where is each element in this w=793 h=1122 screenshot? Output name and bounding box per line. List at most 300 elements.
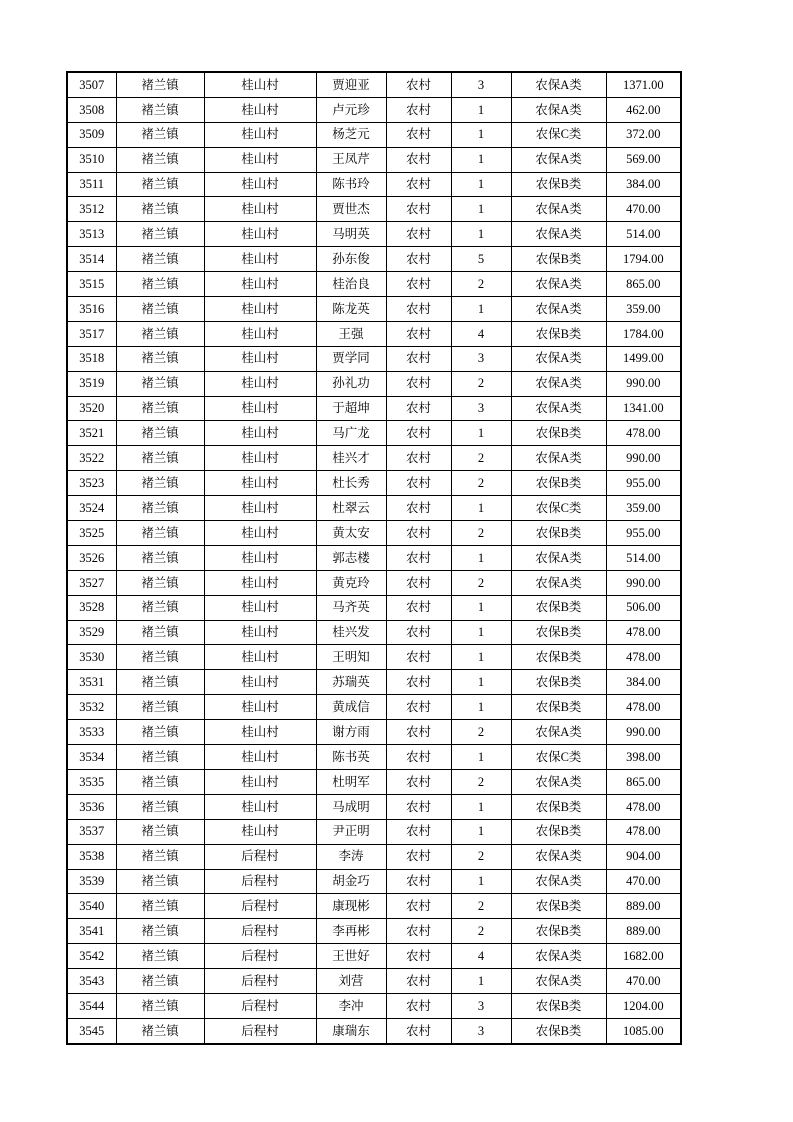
table-row <box>67 819 681 844</box>
cell-name: 马成明 <box>316 794 386 819</box>
table-row <box>67 97 681 122</box>
cell-category: 农保B类 <box>511 172 606 197</box>
cell-amount: 478.00 <box>606 421 681 446</box>
cell-village: 桂山村 <box>204 396 316 421</box>
cell-name: 黄成信 <box>316 695 386 720</box>
cell-name: 郭志楼 <box>316 545 386 570</box>
cell-amount: 955.00 <box>606 471 681 496</box>
cell-amount: 1682.00 <box>606 944 681 969</box>
cell-name: 杨芝元 <box>316 122 386 147</box>
table-row <box>67 521 681 546</box>
cell-name: 于超坤 <box>316 396 386 421</box>
cell-village: 桂山村 <box>204 446 316 471</box>
cell-village: 桂山村 <box>204 297 316 322</box>
cell-name: 康现彬 <box>316 894 386 919</box>
cell-count: 1 <box>451 745 511 770</box>
cell-village: 桂山村 <box>204 545 316 570</box>
cell-count: 2 <box>451 521 511 546</box>
cell-serial: 3540 <box>67 894 116 919</box>
cell-category: 农保C类 <box>511 496 606 521</box>
cell-category: 农保B类 <box>511 247 606 272</box>
cell-residence: 农村 <box>386 794 451 819</box>
cell-village: 桂山村 <box>204 769 316 794</box>
cell-village: 后程村 <box>204 969 316 994</box>
cell-residence: 农村 <box>386 620 451 645</box>
cell-town: 褚兰镇 <box>116 620 204 645</box>
table-row <box>67 272 681 297</box>
cell-count: 4 <box>451 944 511 969</box>
cell-town: 褚兰镇 <box>116 521 204 546</box>
cell-name: 贾迎亚 <box>316 72 386 97</box>
cell-amount: 889.00 <box>606 919 681 944</box>
table-row <box>67 844 681 869</box>
cell-amount: 470.00 <box>606 197 681 222</box>
cell-name: 王强 <box>316 321 386 346</box>
cell-town: 褚兰镇 <box>116 894 204 919</box>
table-row <box>67 222 681 247</box>
cell-residence: 农村 <box>386 122 451 147</box>
cell-town: 褚兰镇 <box>116 496 204 521</box>
cell-town: 褚兰镇 <box>116 396 204 421</box>
cell-residence: 农村 <box>386 97 451 122</box>
cell-village: 桂山村 <box>204 172 316 197</box>
cell-serial: 3530 <box>67 645 116 670</box>
cell-amount: 462.00 <box>606 97 681 122</box>
cell-town: 褚兰镇 <box>116 794 204 819</box>
cell-serial: 3522 <box>67 446 116 471</box>
cell-name: 孙东俊 <box>316 247 386 272</box>
cell-amount: 955.00 <box>606 521 681 546</box>
cell-village: 桂山村 <box>204 670 316 695</box>
cell-name: 杜长秀 <box>316 471 386 496</box>
cell-residence: 农村 <box>386 919 451 944</box>
table-row <box>67 993 681 1018</box>
cell-serial: 3520 <box>67 396 116 421</box>
cell-count: 3 <box>451 346 511 371</box>
cell-amount: 1371.00 <box>606 72 681 97</box>
cell-count: 1 <box>451 97 511 122</box>
cell-amount: 569.00 <box>606 147 681 172</box>
table-row <box>67 321 681 346</box>
table-row <box>67 346 681 371</box>
cell-serial: 3528 <box>67 595 116 620</box>
table-row <box>67 969 681 994</box>
cell-count: 2 <box>451 894 511 919</box>
cell-category: 农保B类 <box>511 993 606 1018</box>
cell-town: 褚兰镇 <box>116 222 204 247</box>
cell-village: 桂山村 <box>204 147 316 172</box>
cell-amount: 990.00 <box>606 570 681 595</box>
cell-serial: 3536 <box>67 794 116 819</box>
cell-count: 3 <box>451 993 511 1018</box>
cell-residence: 农村 <box>386 321 451 346</box>
cell-town: 褚兰镇 <box>116 272 204 297</box>
table-row <box>67 745 681 770</box>
cell-count: 2 <box>451 844 511 869</box>
cell-residence: 农村 <box>386 521 451 546</box>
cell-residence: 农村 <box>386 421 451 446</box>
cell-category: 农保A类 <box>511 72 606 97</box>
cell-town: 褚兰镇 <box>116 371 204 396</box>
cell-count: 1 <box>451 197 511 222</box>
cell-category: 农保A类 <box>511 147 606 172</box>
cell-town: 褚兰镇 <box>116 595 204 620</box>
cell-town: 褚兰镇 <box>116 993 204 1018</box>
cell-category: 农保B类 <box>511 894 606 919</box>
cell-town: 褚兰镇 <box>116 570 204 595</box>
cell-serial: 3527 <box>67 570 116 595</box>
cell-town: 褚兰镇 <box>116 297 204 322</box>
cell-count: 1 <box>451 147 511 172</box>
cell-amount: 398.00 <box>606 745 681 770</box>
cell-town: 褚兰镇 <box>116 819 204 844</box>
cell-amount: 478.00 <box>606 819 681 844</box>
table-row <box>67 595 681 620</box>
cell-count: 1 <box>451 172 511 197</box>
cell-serial: 3517 <box>67 321 116 346</box>
cell-count: 1 <box>451 496 511 521</box>
cell-village: 桂山村 <box>204 471 316 496</box>
table-row <box>67 396 681 421</box>
cell-count: 1 <box>451 645 511 670</box>
cell-name: 马齐英 <box>316 595 386 620</box>
cell-category: 农保B类 <box>511 471 606 496</box>
cell-residence: 农村 <box>386 247 451 272</box>
cell-category: 农保A类 <box>511 222 606 247</box>
cell-name: 贾世杰 <box>316 197 386 222</box>
cell-village: 后程村 <box>204 844 316 869</box>
table-row <box>67 496 681 521</box>
cell-village: 桂山村 <box>204 819 316 844</box>
cell-residence: 农村 <box>386 993 451 1018</box>
cell-residence: 农村 <box>386 496 451 521</box>
cell-amount: 865.00 <box>606 769 681 794</box>
table-row <box>67 570 681 595</box>
cell-name: 李冲 <box>316 993 386 1018</box>
cell-residence: 农村 <box>386 297 451 322</box>
cell-name: 贾学同 <box>316 346 386 371</box>
cell-residence: 农村 <box>386 969 451 994</box>
cell-amount: 478.00 <box>606 620 681 645</box>
cell-serial: 3510 <box>67 147 116 172</box>
cell-village: 后程村 <box>204 1018 316 1043</box>
cell-count: 2 <box>451 919 511 944</box>
cell-town: 褚兰镇 <box>116 720 204 745</box>
cell-category: 农保B类 <box>511 794 606 819</box>
cell-category: 农保A类 <box>511 272 606 297</box>
cell-town: 褚兰镇 <box>116 197 204 222</box>
cell-name: 陈书玲 <box>316 172 386 197</box>
cell-count: 2 <box>451 570 511 595</box>
cell-count: 1 <box>451 819 511 844</box>
cell-count: 1 <box>451 670 511 695</box>
cell-category: 农保A类 <box>511 844 606 869</box>
cell-category: 农保A类 <box>511 969 606 994</box>
cell-residence: 农村 <box>386 197 451 222</box>
cell-count: 1 <box>451 969 511 994</box>
table-row <box>67 620 681 645</box>
table-row <box>67 645 681 670</box>
cell-name: 桂兴才 <box>316 446 386 471</box>
cell-name: 杜明军 <box>316 769 386 794</box>
cell-amount: 384.00 <box>606 172 681 197</box>
cell-serial: 3529 <box>67 620 116 645</box>
cell-town: 褚兰镇 <box>116 545 204 570</box>
cell-village: 后程村 <box>204 944 316 969</box>
cell-serial: 3532 <box>67 695 116 720</box>
cell-amount: 1085.00 <box>606 1018 681 1043</box>
cell-serial: 3531 <box>67 670 116 695</box>
table-row <box>67 944 681 969</box>
cell-residence: 农村 <box>386 695 451 720</box>
cell-village: 桂山村 <box>204 595 316 620</box>
cell-village: 桂山村 <box>204 720 316 745</box>
cell-category: 农保B类 <box>511 620 606 645</box>
cell-town: 褚兰镇 <box>116 645 204 670</box>
cell-town: 褚兰镇 <box>116 172 204 197</box>
cell-serial: 3542 <box>67 944 116 969</box>
cell-name: 苏瑞英 <box>316 670 386 695</box>
cell-village: 桂山村 <box>204 620 316 645</box>
table-row <box>67 894 681 919</box>
cell-town: 褚兰镇 <box>116 869 204 894</box>
cell-town: 褚兰镇 <box>116 122 204 147</box>
cell-count: 2 <box>451 720 511 745</box>
cell-amount: 478.00 <box>606 645 681 670</box>
cell-count: 2 <box>451 272 511 297</box>
cell-serial: 3521 <box>67 421 116 446</box>
cell-count: 1 <box>451 421 511 446</box>
cell-residence: 农村 <box>386 446 451 471</box>
cell-category: 农保C类 <box>511 122 606 147</box>
cell-amount: 470.00 <box>606 869 681 894</box>
cell-category: 农保A类 <box>511 944 606 969</box>
cell-count: 1 <box>451 794 511 819</box>
cell-residence: 农村 <box>386 346 451 371</box>
cell-town: 褚兰镇 <box>116 446 204 471</box>
cell-residence: 农村 <box>386 869 451 894</box>
cell-name: 王凤芹 <box>316 147 386 172</box>
cell-name: 胡金巧 <box>316 869 386 894</box>
table-row <box>67 247 681 272</box>
cell-town: 褚兰镇 <box>116 670 204 695</box>
cell-serial: 3538 <box>67 844 116 869</box>
cell-serial: 3543 <box>67 969 116 994</box>
cell-residence: 农村 <box>386 396 451 421</box>
cell-serial: 3511 <box>67 172 116 197</box>
cell-category: 农保C类 <box>511 745 606 770</box>
cell-name: 李再彬 <box>316 919 386 944</box>
cell-amount: 1341.00 <box>606 396 681 421</box>
data-table <box>66 71 682 1045</box>
cell-serial: 3518 <box>67 346 116 371</box>
cell-amount: 1794.00 <box>606 247 681 272</box>
cell-village: 桂山村 <box>204 745 316 770</box>
cell-category: 农保B类 <box>511 595 606 620</box>
cell-serial: 3526 <box>67 545 116 570</box>
cell-town: 褚兰镇 <box>116 247 204 272</box>
table-row <box>67 545 681 570</box>
cell-name: 桂兴发 <box>316 620 386 645</box>
cell-serial: 3513 <box>67 222 116 247</box>
cell-serial: 3509 <box>67 122 116 147</box>
cell-category: 农保B类 <box>511 421 606 446</box>
cell-name: 桂治良 <box>316 272 386 297</box>
table-row <box>67 446 681 471</box>
cell-residence: 农村 <box>386 670 451 695</box>
table-row <box>67 172 681 197</box>
cell-count: 4 <box>451 321 511 346</box>
table-row <box>67 720 681 745</box>
cell-town: 褚兰镇 <box>116 944 204 969</box>
cell-amount: 1784.00 <box>606 321 681 346</box>
table-body <box>67 72 681 1044</box>
cell-village: 桂山村 <box>204 421 316 446</box>
cell-serial: 3516 <box>67 297 116 322</box>
cell-residence: 农村 <box>386 844 451 869</box>
cell-amount: 506.00 <box>606 595 681 620</box>
cell-name: 康瑞东 <box>316 1018 386 1043</box>
cell-name: 马广龙 <box>316 421 386 446</box>
cell-name: 卢元珍 <box>316 97 386 122</box>
cell-amount: 904.00 <box>606 844 681 869</box>
table-row <box>67 769 681 794</box>
cell-count: 5 <box>451 247 511 272</box>
cell-name: 陈书英 <box>316 745 386 770</box>
cell-category: 农保A类 <box>511 570 606 595</box>
cell-village: 后程村 <box>204 993 316 1018</box>
cell-serial: 3519 <box>67 371 116 396</box>
cell-town: 褚兰镇 <box>116 844 204 869</box>
cell-town: 褚兰镇 <box>116 72 204 97</box>
cell-residence: 农村 <box>386 147 451 172</box>
cell-village: 桂山村 <box>204 695 316 720</box>
cell-amount: 384.00 <box>606 670 681 695</box>
cell-residence: 农村 <box>386 545 451 570</box>
cell-count: 2 <box>451 371 511 396</box>
cell-town: 褚兰镇 <box>116 346 204 371</box>
cell-category: 农保A类 <box>511 197 606 222</box>
cell-village: 桂山村 <box>204 72 316 97</box>
cell-category: 农保A类 <box>511 869 606 894</box>
cell-village: 桂山村 <box>204 247 316 272</box>
cell-residence: 农村 <box>386 471 451 496</box>
cell-residence: 农村 <box>386 272 451 297</box>
table-row <box>67 919 681 944</box>
cell-village: 桂山村 <box>204 521 316 546</box>
cell-count: 2 <box>451 769 511 794</box>
cell-town: 褚兰镇 <box>116 147 204 172</box>
cell-serial: 3507 <box>67 72 116 97</box>
cell-serial: 3545 <box>67 1018 116 1043</box>
cell-village: 桂山村 <box>204 645 316 670</box>
cell-name: 尹正明 <box>316 819 386 844</box>
cell-count: 1 <box>451 222 511 247</box>
cell-count: 1 <box>451 695 511 720</box>
cell-amount: 990.00 <box>606 720 681 745</box>
table-row <box>67 1018 681 1043</box>
cell-serial: 3515 <box>67 272 116 297</box>
cell-village: 桂山村 <box>204 122 316 147</box>
cell-town: 褚兰镇 <box>116 1018 204 1043</box>
cell-serial: 3544 <box>67 993 116 1018</box>
cell-residence: 农村 <box>386 769 451 794</box>
cell-amount: 359.00 <box>606 297 681 322</box>
cell-amount: 372.00 <box>606 122 681 147</box>
cell-serial: 3514 <box>67 247 116 272</box>
cell-amount: 359.00 <box>606 496 681 521</box>
cell-village: 桂山村 <box>204 222 316 247</box>
cell-residence: 农村 <box>386 894 451 919</box>
table-row <box>67 122 681 147</box>
cell-residence: 农村 <box>386 570 451 595</box>
cell-category: 农保A类 <box>511 446 606 471</box>
cell-village: 后程村 <box>204 894 316 919</box>
cell-category: 农保A类 <box>511 371 606 396</box>
cell-town: 褚兰镇 <box>116 745 204 770</box>
cell-amount: 889.00 <box>606 894 681 919</box>
cell-serial: 3523 <box>67 471 116 496</box>
cell-name: 谢方雨 <box>316 720 386 745</box>
table-row <box>67 869 681 894</box>
cell-amount: 1499.00 <box>606 346 681 371</box>
cell-serial: 3535 <box>67 769 116 794</box>
cell-village: 桂山村 <box>204 321 316 346</box>
cell-amount: 1204.00 <box>606 993 681 1018</box>
cell-serial: 3537 <box>67 819 116 844</box>
cell-amount: 470.00 <box>606 969 681 994</box>
cell-name: 陈龙英 <box>316 297 386 322</box>
cell-serial: 3539 <box>67 869 116 894</box>
cell-village: 桂山村 <box>204 794 316 819</box>
cell-residence: 农村 <box>386 944 451 969</box>
cell-village: 桂山村 <box>204 97 316 122</box>
cell-category: 农保A类 <box>511 297 606 322</box>
cell-name: 黄太安 <box>316 521 386 546</box>
cell-category: 农保B类 <box>511 521 606 546</box>
cell-amount: 865.00 <box>606 272 681 297</box>
cell-count: 1 <box>451 122 511 147</box>
cell-name: 黄克玲 <box>316 570 386 595</box>
cell-serial: 3534 <box>67 745 116 770</box>
cell-count: 3 <box>451 396 511 421</box>
cell-residence: 农村 <box>386 645 451 670</box>
table-row <box>67 72 681 97</box>
cell-name: 孙礼功 <box>316 371 386 396</box>
cell-count: 2 <box>451 446 511 471</box>
cell-village: 桂山村 <box>204 346 316 371</box>
cell-category: 农保A类 <box>511 97 606 122</box>
table-row <box>67 471 681 496</box>
cell-residence: 农村 <box>386 172 451 197</box>
cell-village: 后程村 <box>204 919 316 944</box>
cell-category: 农保B类 <box>511 670 606 695</box>
cell-count: 3 <box>451 72 511 97</box>
cell-residence: 农村 <box>386 222 451 247</box>
cell-amount: 478.00 <box>606 794 681 819</box>
cell-category: 农保A类 <box>511 769 606 794</box>
cell-residence: 农村 <box>386 1018 451 1043</box>
cell-amount: 478.00 <box>606 695 681 720</box>
cell-town: 褚兰镇 <box>116 471 204 496</box>
cell-amount: 514.00 <box>606 545 681 570</box>
table-row <box>67 670 681 695</box>
cell-serial: 3508 <box>67 97 116 122</box>
cell-category: 农保A类 <box>511 545 606 570</box>
cell-residence: 农村 <box>386 595 451 620</box>
cell-village: 后程村 <box>204 869 316 894</box>
cell-residence: 农村 <box>386 745 451 770</box>
